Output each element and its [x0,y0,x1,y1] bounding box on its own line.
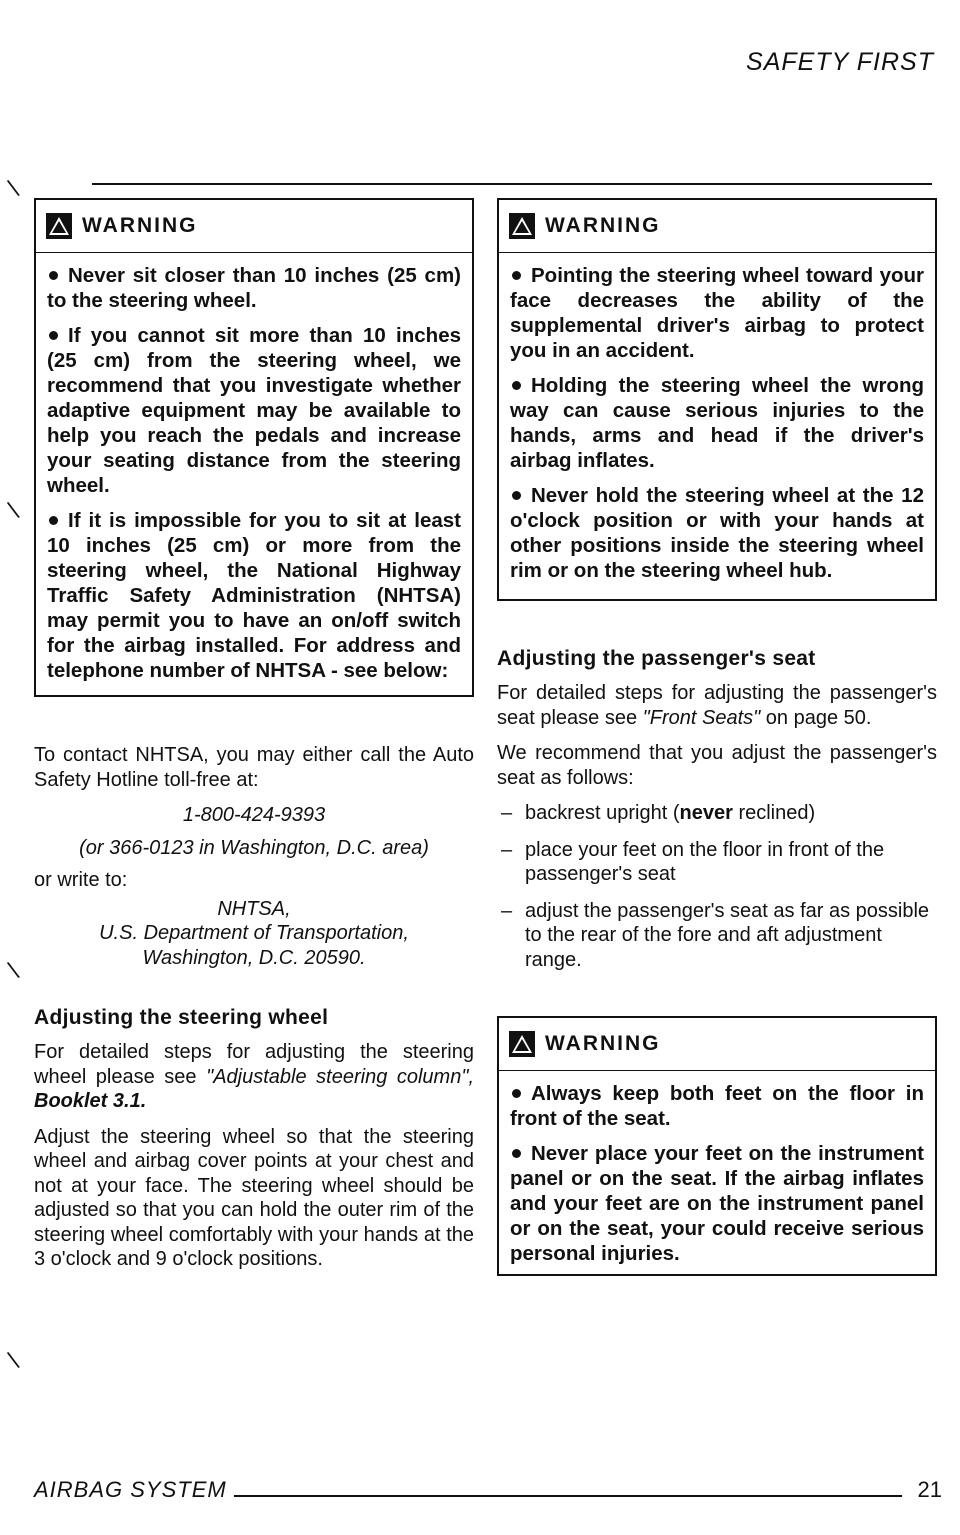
address-line: NHTSA, [217,897,291,920]
seat-adjust-list [497,801,937,972]
steering-adjust-paragraph: Adjust the steering wheel so that the steering wheel and airbag cover points at your chest and not at your face. The steering wheel should be adjusted so that you can hold the outer rim of the steering wheel comfortably with your hands at the 3 o'clock and 9 o'clock positions. [34,1125,474,1270]
warning-triangle-icon [46,213,72,239]
margin-tick-mark: \ [5,175,22,202]
warning-item: Always keep both feet on the floor in front of the seat. [510,1082,924,1130]
warning-item: Never sit closer than 10 inches (25 cm) to the steering wheel. [47,264,461,312]
page-footer [34,1477,942,1507]
warning-box [34,198,474,697]
seat-reference-paragraph: For detailed steps for adjusting the passenger's seat please see "Front Seats" on page 50. [497,682,937,729]
list-item: – backrest upright (never reclined) [501,802,816,824]
write-to-label: or write to: [34,869,128,891]
left-column [34,198,474,1283]
warning-item: Pointing the steering wheel toward your face decreases the ability of the supplemental driver's airbag to protect you in an accident. [510,264,924,362]
warning-header [36,200,472,253]
warning-box [497,198,937,601]
warning-item: If it is impossible for you to sit at least 10 inches (25 cm) or more from the steering wheel, the National Highway Traffic Safety Administration (NHTSA) may permit you to have an on/off switch for the airbag installed. For address and telephone number of NHTSA - see below: [47,509,461,682]
warning-label: WARNING [545,1032,661,1055]
address-line: U.S. Department of Transportation, [99,922,409,944]
warning-item: If you cannot sit more than 10 inches (25 cm) from the steering wheel, we recommend that you investigate whether adaptive equipment may be available to help you reach the pedals and increase your seating distance from the steering wheel. [47,324,461,497]
running-header: SAFETY FIRST [746,48,934,76]
warning-label: WARNING [545,214,661,237]
bullet-icon [49,516,58,525]
list-item: – place your feet on the floor in front of the passenger's seat [501,838,885,885]
right-column [497,198,937,1276]
warning-label: WARNING [82,214,198,237]
warning-box [497,1016,937,1276]
warning-triangle-icon [509,213,535,239]
address-line: Washington, D.C. 20590. [142,946,366,969]
bullet-icon [512,491,521,500]
warning-item: Holding the steering wheel the wrong way can cause serious injuries to the hands, arms and head if the driver's airbag inflates. [510,374,924,472]
header-rule [92,183,932,185]
bullet-icon [49,331,58,340]
hotline-number: 1-800-424-9393 [182,804,326,826]
hotline-dc-number: (or 366-0123 in Washington, D.C. area) [79,836,429,859]
bullet-icon [512,1089,521,1098]
warning-item: Never hold the steering wheel at the 12 o'clock position or with your hands at other positions inside the steering wheel rim or on the steering wheel hub. [510,484,924,582]
page-number: 21 [917,1477,942,1502]
seat-recommend-paragraph: We recommend that you adjust the passenger's seat as follows: [497,742,937,789]
margin-tick-mark: \ [5,957,22,984]
margin-tick-mark: \ [5,1347,22,1374]
bullet-icon [512,1149,521,1158]
margin-tick-mark: \ [5,497,22,524]
warning-header [499,200,935,253]
list-item: – adjust the passenger's seat as far as possible to the rear of the fore and aft adjustment range. [501,899,930,971]
footer-section-title: AIRBAG SYSTEM [34,1477,233,1503]
warning-item: Never place your feet on the instrument panel or on the seat. If the airbag inflates and your feet are on the instrument panel or on the seat, your could receive serious personal injuries. [510,1142,924,1265]
section-heading-passenger-seat: Adjusting the passenger's seat [497,647,816,670]
bullet-icon [512,381,521,390]
section-heading-steering: Adjusting the steering wheel [34,1006,329,1029]
bullet-icon [49,271,58,280]
steering-reference-paragraph: For detailed steps for adjusting the steering wheel please see "Adjustable steering column", Booklet 3.1. [34,1041,474,1112]
warning-header [499,1018,935,1071]
warning-triangle-icon [509,1031,535,1057]
bullet-icon [512,271,521,280]
footer-rule [234,1495,902,1497]
contact-intro: To contact NHTSA, you may either call the Auto Safety Hotline toll-free at: [34,744,474,791]
